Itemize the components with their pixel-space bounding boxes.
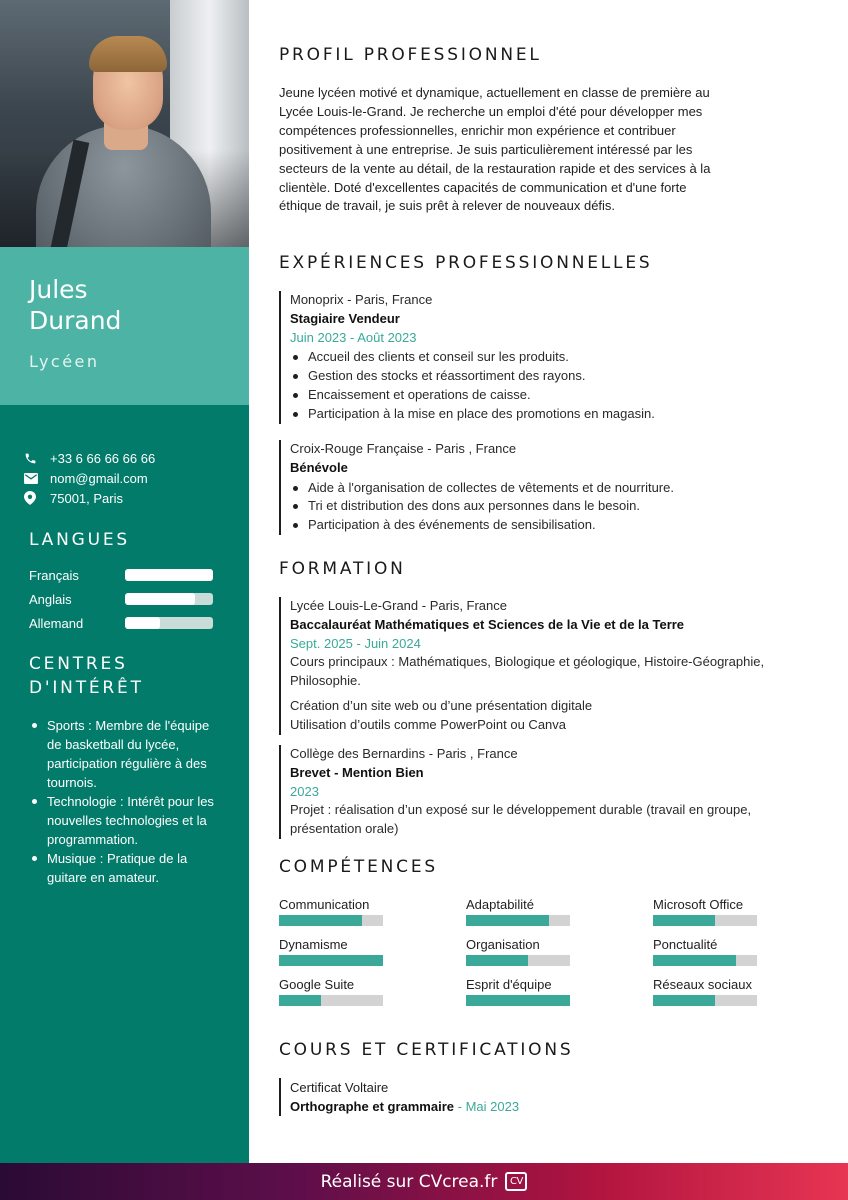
interests-heading-line2: D'INTÉRÊT [29,678,144,698]
skill-label: Communication [279,897,370,912]
skill-item [279,936,466,966]
entry-text: Utilisation d’outils comme PowerPoint ou Canva [290,716,567,732]
interests-heading-line1: CENTRES [29,654,128,674]
language-item [29,587,219,611]
entry-title: Orthographe et grammaire [290,1099,454,1114]
profile-photo [0,0,249,247]
skill-label: Google Suite [279,977,355,992]
language-label: Anglais [29,591,72,607]
language-label: Français [29,567,79,583]
skill-level-bar [653,995,757,1006]
cvcrea-logo-icon: CV [505,1172,527,1191]
entry-date: Sept. 2025 - Juin 2024 [290,635,421,651]
skill-item [466,896,653,926]
skill-level-bar [653,955,757,966]
entry-place: Collège des Bernardins - Paris , France [290,746,518,761]
phone-icon [24,452,50,465]
skill-level-bar [279,915,383,926]
education-heading: FORMATION [279,559,406,579]
footer-banner[interactable] [0,1163,848,1200]
profile-text: Jeune lycéen motivé et dynamique, actuellement en classe de première au Lycée Louis-le-Grand. Je recherche un emploi d'été pour développer mes compétences professionnelles, enrichir mon expérience et contribuer positivement à une entreprise. Je suis particulièrement intéressé par les secteurs de la vente au détail, de la restauration rapide et des services à la clientèle. Doté d'excellentes capacités de communication et d'une forte éthique de travail, je suis prêt à relever de nouveaux défis. [279,85,711,214]
entry-text: Création d’un site web ou d’une présentation digitale [290,697,593,713]
certifications-heading: COURS ET CERTIFICATIONS [279,1040,574,1060]
language-level-bar [125,617,213,629]
skill-item [653,936,799,966]
entry-place: Monoprix - Paris, France [290,292,433,307]
contact-phone [24,448,244,468]
email-text[interactable]: nom@gmail.com [50,470,148,486]
skill-level-bar [279,995,383,1006]
bullet-item: Aide à l'organisation de collectes de vêtements et de nourriture. [290,479,674,498]
skills-heading: COMPÉTENCES [279,857,438,877]
candidate-name [29,274,229,336]
language-level-bar [125,593,213,605]
languages-list [29,563,219,635]
bullet-item: Encaissement et operations de caisse. [290,386,655,405]
language-item [29,563,219,587]
entry-date: - Mai 2023 [457,1099,520,1114]
skill-label: Esprit d'équipe [466,977,552,992]
skill-level-bar [653,915,757,926]
phone-text[interactable]: +33 6 66 66 66 66 [50,450,156,466]
language-label: Allemand [29,615,84,631]
contact-location [24,488,244,508]
interest-item: Sports : Membre de l'équipe de basketball du lycée, participation régulière à des tournois. [29,716,219,792]
interests-list [29,716,219,887]
skill-level-bar [466,915,570,926]
skill-level-bar [466,955,570,966]
entry-title: Bénévole [290,459,348,475]
entry-date: 2023 [290,783,319,799]
skill-item [279,896,466,926]
skill-label: Microsoft Office [653,897,744,912]
bullet-item: Participation à des événements de sensibilisation. [290,516,674,535]
interest-item: Technologie : Intérêt pour les nouvelles technologies et la programmation. [29,792,219,849]
languages-heading: LANGUES [29,530,130,550]
entry-date: Juin 2023 - Août 2023 [290,329,417,345]
entry-place: Lycée Louis-Le-Grand - Paris, France [290,598,508,613]
bullet-item: Accueil des clients et conseil sur les produits. [290,348,655,367]
skills-grid [279,896,799,1006]
skill-item [653,976,799,1006]
contact-list [24,448,244,508]
skill-item [279,976,466,1006]
skill-label: Adaptabilité [466,897,534,912]
entry-title: Baccalauréat Mathématiques et Sciences de la Vie et de la Terre [290,616,685,632]
skill-label: Dynamisme [279,937,348,952]
skill-label: Organisation [466,937,540,952]
name-last: Durand [29,306,122,335]
skill-level-bar [466,995,570,1006]
contact-email [24,468,244,488]
experience-heading: EXPÉRIENCES PROFESSIONNELLES [279,253,653,273]
skill-level-bar [279,955,383,966]
profile-heading: PROFIL PROFESSIONNEL [279,45,542,65]
experience-entry [279,291,655,424]
skill-item [466,936,653,966]
experience-entry [279,440,674,535]
location-pin-icon [24,491,50,505]
language-level-bar [125,569,213,581]
entry-text: Cours principaux : Mathématiques, Biologique et géologique, Histoire-Géographie, Philosophie. [290,654,765,689]
bullet-item: Participation à la mise en place des promotions en magasin. [290,405,655,424]
bullet-item: Tri et distribution des dons aux personnes dans le besoin. [290,497,674,516]
entry-title: Brevet - Mention Bien [290,764,424,780]
interest-item: Musique : Pratique de la guitare en amateur. [29,849,219,887]
entry-place: Certificat Voltaire [290,1080,389,1095]
name-first: Jules [29,275,88,304]
entry-place: Croix-Rouge Française - Paris , France [290,441,517,456]
skill-item [466,976,653,1006]
interests-heading [29,652,144,700]
education-entry [279,745,814,839]
location-text: 75001, Paris [50,490,123,506]
education-entry [279,597,814,735]
certification-entry [279,1078,519,1116]
candidate-role: Lycéen [29,352,100,371]
entry-title: Stagiaire Vendeur [290,310,400,326]
entry-bullets [290,348,655,423]
skill-label: Réseaux sociaux [653,977,752,992]
mail-icon [24,473,50,484]
entry-bullets [290,479,674,535]
footer-text[interactable]: Réalisé sur CVcrea.fr [320,1171,498,1192]
language-item [29,611,219,635]
bullet-item: Gestion des stocks et réassortiment des rayons. [290,367,655,386]
skill-item [653,896,799,926]
skill-label: Ponctualité [653,937,718,952]
entry-text: Projet : réalisation d’un exposé sur le développement durable (travail en groupe, présentation orale) [290,802,752,837]
